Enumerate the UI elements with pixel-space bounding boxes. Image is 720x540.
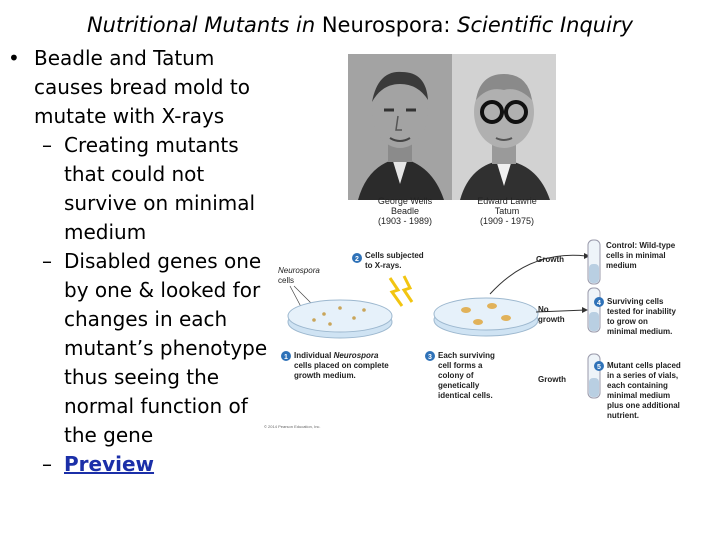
tatum-name-2: Tatum bbox=[494, 206, 520, 216]
test-tube-test bbox=[588, 288, 600, 332]
step-4-line-2: tested for inability bbox=[607, 307, 676, 316]
cells-label: cells bbox=[278, 276, 295, 285]
bullet-dot: • bbox=[8, 46, 20, 70]
control-line-2: cells in minimal bbox=[606, 251, 666, 260]
step-2-line-1: Cells subjected bbox=[365, 251, 424, 260]
step-3-line-5: identical cells. bbox=[438, 391, 493, 400]
step-5-number: 5 bbox=[597, 364, 601, 371]
scientist-photos bbox=[348, 54, 556, 204]
title-italic-1: Nutritional Mutants in bbox=[86, 13, 316, 37]
step-3-line-2: cell forms a bbox=[438, 361, 483, 370]
control-line-3: medium bbox=[606, 261, 637, 270]
beadle-caption bbox=[360, 196, 450, 226]
copyright-text: © 2014 Pearson Education, Inc. bbox=[264, 424, 321, 429]
step-5-line-2: in a series of vials, bbox=[607, 371, 679, 380]
xray-bolt-icon bbox=[390, 276, 412, 306]
step-5-line-6: nutrient. bbox=[607, 411, 639, 420]
slide-title bbox=[0, 12, 720, 38]
tatum-years: (1909 - 1975) bbox=[479, 216, 535, 226]
test-tube-control bbox=[588, 240, 600, 284]
dash-marker: – bbox=[42, 452, 52, 476]
step-3-line-3: colony of bbox=[438, 371, 474, 380]
tatum-name-1: Edward Lawrie bbox=[477, 196, 537, 206]
petri-dish-1 bbox=[288, 300, 392, 338]
beadle-name-2: Beadle bbox=[390, 206, 420, 216]
step-3-line-1: Each surviving bbox=[438, 351, 495, 360]
sub-bullet-1-text: Creating mutants that could not survive on minimal medium bbox=[64, 133, 256, 244]
growth-bottom-label: Growth bbox=[538, 375, 566, 384]
step-4-line-4: minimal medium. bbox=[607, 327, 673, 336]
preview-link[interactable]: Preview bbox=[64, 452, 155, 476]
beadle-photo bbox=[348, 54, 452, 200]
neurospora-label: Neurospora bbox=[278, 266, 320, 275]
step-4-line-1: Surviving cells bbox=[607, 297, 664, 306]
step-1-prefix: Individual bbox=[294, 351, 332, 360]
title-plain: Neurospora: bbox=[321, 13, 451, 37]
step-3-line-4: genetically bbox=[438, 381, 480, 390]
step-5-line-1: Mutant cells placed bbox=[607, 361, 681, 370]
experiment-figure bbox=[260, 236, 720, 436]
step-4-number: 4 bbox=[597, 300, 601, 307]
step-1-number: 1 bbox=[284, 354, 288, 361]
beadle-name-1: George Wells bbox=[377, 196, 433, 206]
test-tube-nutrient bbox=[588, 354, 600, 398]
step-2-number: 2 bbox=[355, 256, 359, 263]
step-2-line-2: to X-rays. bbox=[365, 261, 402, 270]
sub-bullet-3 bbox=[8, 450, 278, 479]
step-5-line-4: minimal medium bbox=[607, 391, 671, 400]
bullet-main-text: Beadle and Tatum causes bread mold to mutate with X-rays bbox=[34, 46, 250, 128]
petri-dish-2 bbox=[434, 298, 538, 336]
step-1-italic: Neurospora bbox=[333, 351, 379, 360]
sub-bullet-2 bbox=[8, 247, 278, 450]
tatum-caption bbox=[462, 196, 552, 226]
no-growth-line-2: growth bbox=[538, 315, 565, 324]
step-3-number: 3 bbox=[428, 354, 432, 361]
tatum-photo bbox=[452, 54, 556, 200]
dash-marker: – bbox=[42, 133, 52, 157]
growth-top-label: Growth bbox=[536, 255, 564, 264]
control-line-1: Control: Wild-type bbox=[606, 241, 676, 250]
no-growth-line-1: No bbox=[538, 305, 549, 314]
title-italic-2: Scientific Inquiry bbox=[457, 13, 634, 37]
sub-bullet-1 bbox=[8, 131, 278, 247]
step-1-line-2: cells placed on complete bbox=[294, 361, 389, 370]
sub-bullet-2-text: Disabled genes one by one & looked for changes in each mutant’s phenotype thus seeing the normal function of the gene bbox=[64, 249, 268, 447]
step-1-line-1 bbox=[294, 351, 379, 360]
step-4-line-3: to grow on bbox=[607, 317, 648, 326]
step-1-line-3: growth medium. bbox=[294, 371, 356, 380]
beadle-years: (1903 - 1989) bbox=[377, 216, 433, 226]
step-5-line-3: each containing bbox=[607, 381, 668, 390]
bullet-list bbox=[8, 44, 278, 479]
step-5-line-5: plus one additional bbox=[607, 401, 680, 410]
arrowhead-icon bbox=[582, 307, 588, 313]
dash-marker: – bbox=[42, 249, 52, 273]
bullet-main bbox=[8, 44, 278, 131]
